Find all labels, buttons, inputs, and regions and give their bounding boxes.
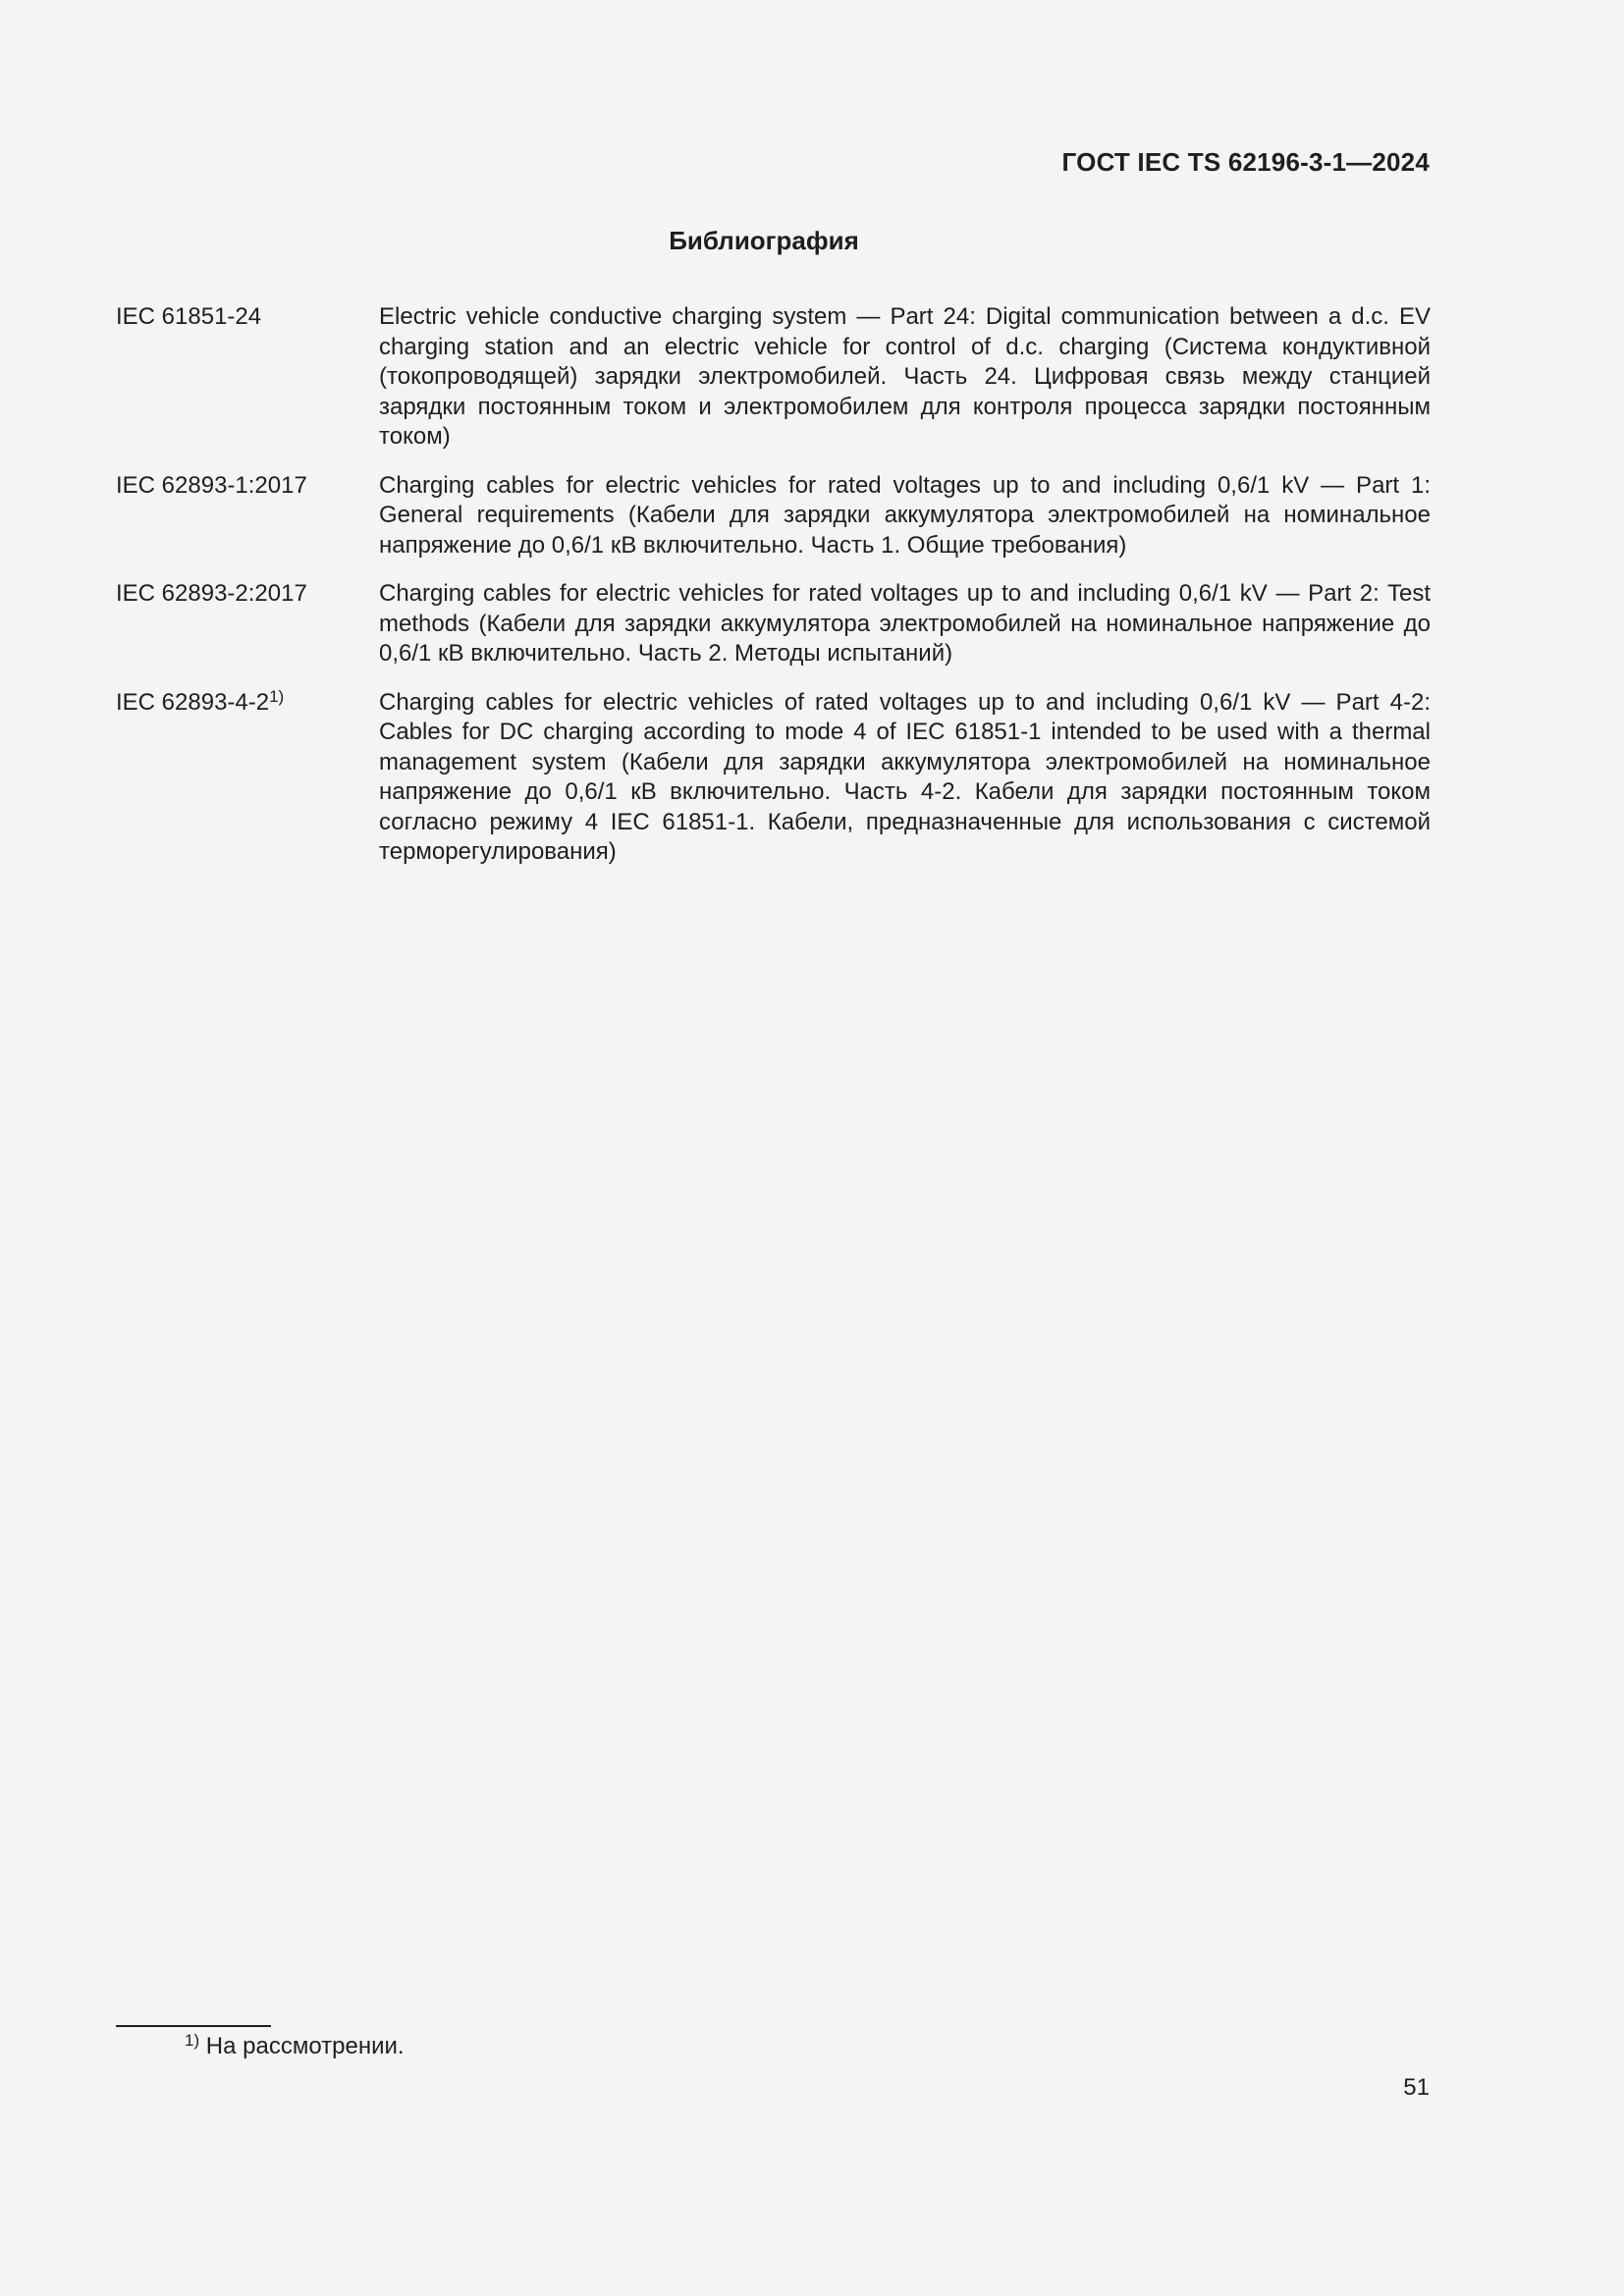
reference-code: IEC 62893-1:2017 — [116, 471, 307, 499]
standard-code-header: ГОСТ IEC TS 62196-3-1—2024 — [1061, 147, 1430, 177]
footnote-text: На рассмотрении. — [205, 2033, 405, 2059]
reference-description: Charging cables for electric vehicles for rated voltages up to and including 0,6/1 kV — Part 1: General requirements (Кабели для зарядки аккумулятора электромобилей на номинальное напряжение до 0,6/1 кВ включительно. Часть 1. Общие требования) — [379, 471, 1431, 559]
footnote-divider — [116, 2025, 271, 2027]
reference-id — [116, 688, 379, 868]
reference-code: IEC 62893-4-2 — [116, 688, 270, 716]
section-title: Библиография — [669, 226, 859, 255]
page-number: 51 — [1403, 2074, 1430, 2101]
reference-description: Charging cables for electric vehicles of rated voltages up to and including 0,6/1 kV — Part 4-2: Cables for DC charging according to mode 4 of IEC 61851-1 intended to be used with a thermal management system (Кабели для зарядки аккумулятора электромобилей на номинальное напряжение до 0,6/1 кВ включительно. Часть 4-2. Кабели для зарядки постоянным током согласно режиму 4 IEC 61851-1. Кабели, предназначенные для использования с системой терморегулирования) — [379, 688, 1431, 865]
reference-id — [116, 302, 379, 453]
reference-id — [116, 471, 379, 561]
reference-description: Charging cables for electric vehicles for rated voltages up to and including 0,6/1 kV — Part 2: Test methods (Кабели для зарядки аккумулятора электромобилей на номинальное напряжение до 0,6/1 кВ включительно. Часть 2. Методы испытаний) — [379, 580, 1431, 667]
footnote — [185, 2032, 405, 2061]
bibliography-entry — [116, 688, 1431, 868]
reference-description: Electric vehicle conductive charging system — Part 24: Digital communication between a d.c. EV charging station and an electric vehicle for control of d.c. charging (Система кондуктивной (токопроводящей) зарядки электромобилей. Часть 24. Цифровая связь между станцией зарядки постоянным током и электромобилем для контроля процесса зарядки постоянным током) — [379, 303, 1431, 450]
bibliography-entry — [116, 579, 1431, 669]
footnote-marker: 1) — [185, 2031, 200, 2050]
reference-code: IEC 61851-24 — [116, 303, 262, 330]
bibliography-list — [116, 302, 1431, 886]
reference-id — [116, 579, 379, 669]
bibliography-entry — [116, 302, 1431, 453]
footnote-marker: 1) — [269, 686, 285, 706]
bibliography-entry — [116, 471, 1431, 561]
reference-code: IEC 62893-2:2017 — [116, 580, 307, 607]
